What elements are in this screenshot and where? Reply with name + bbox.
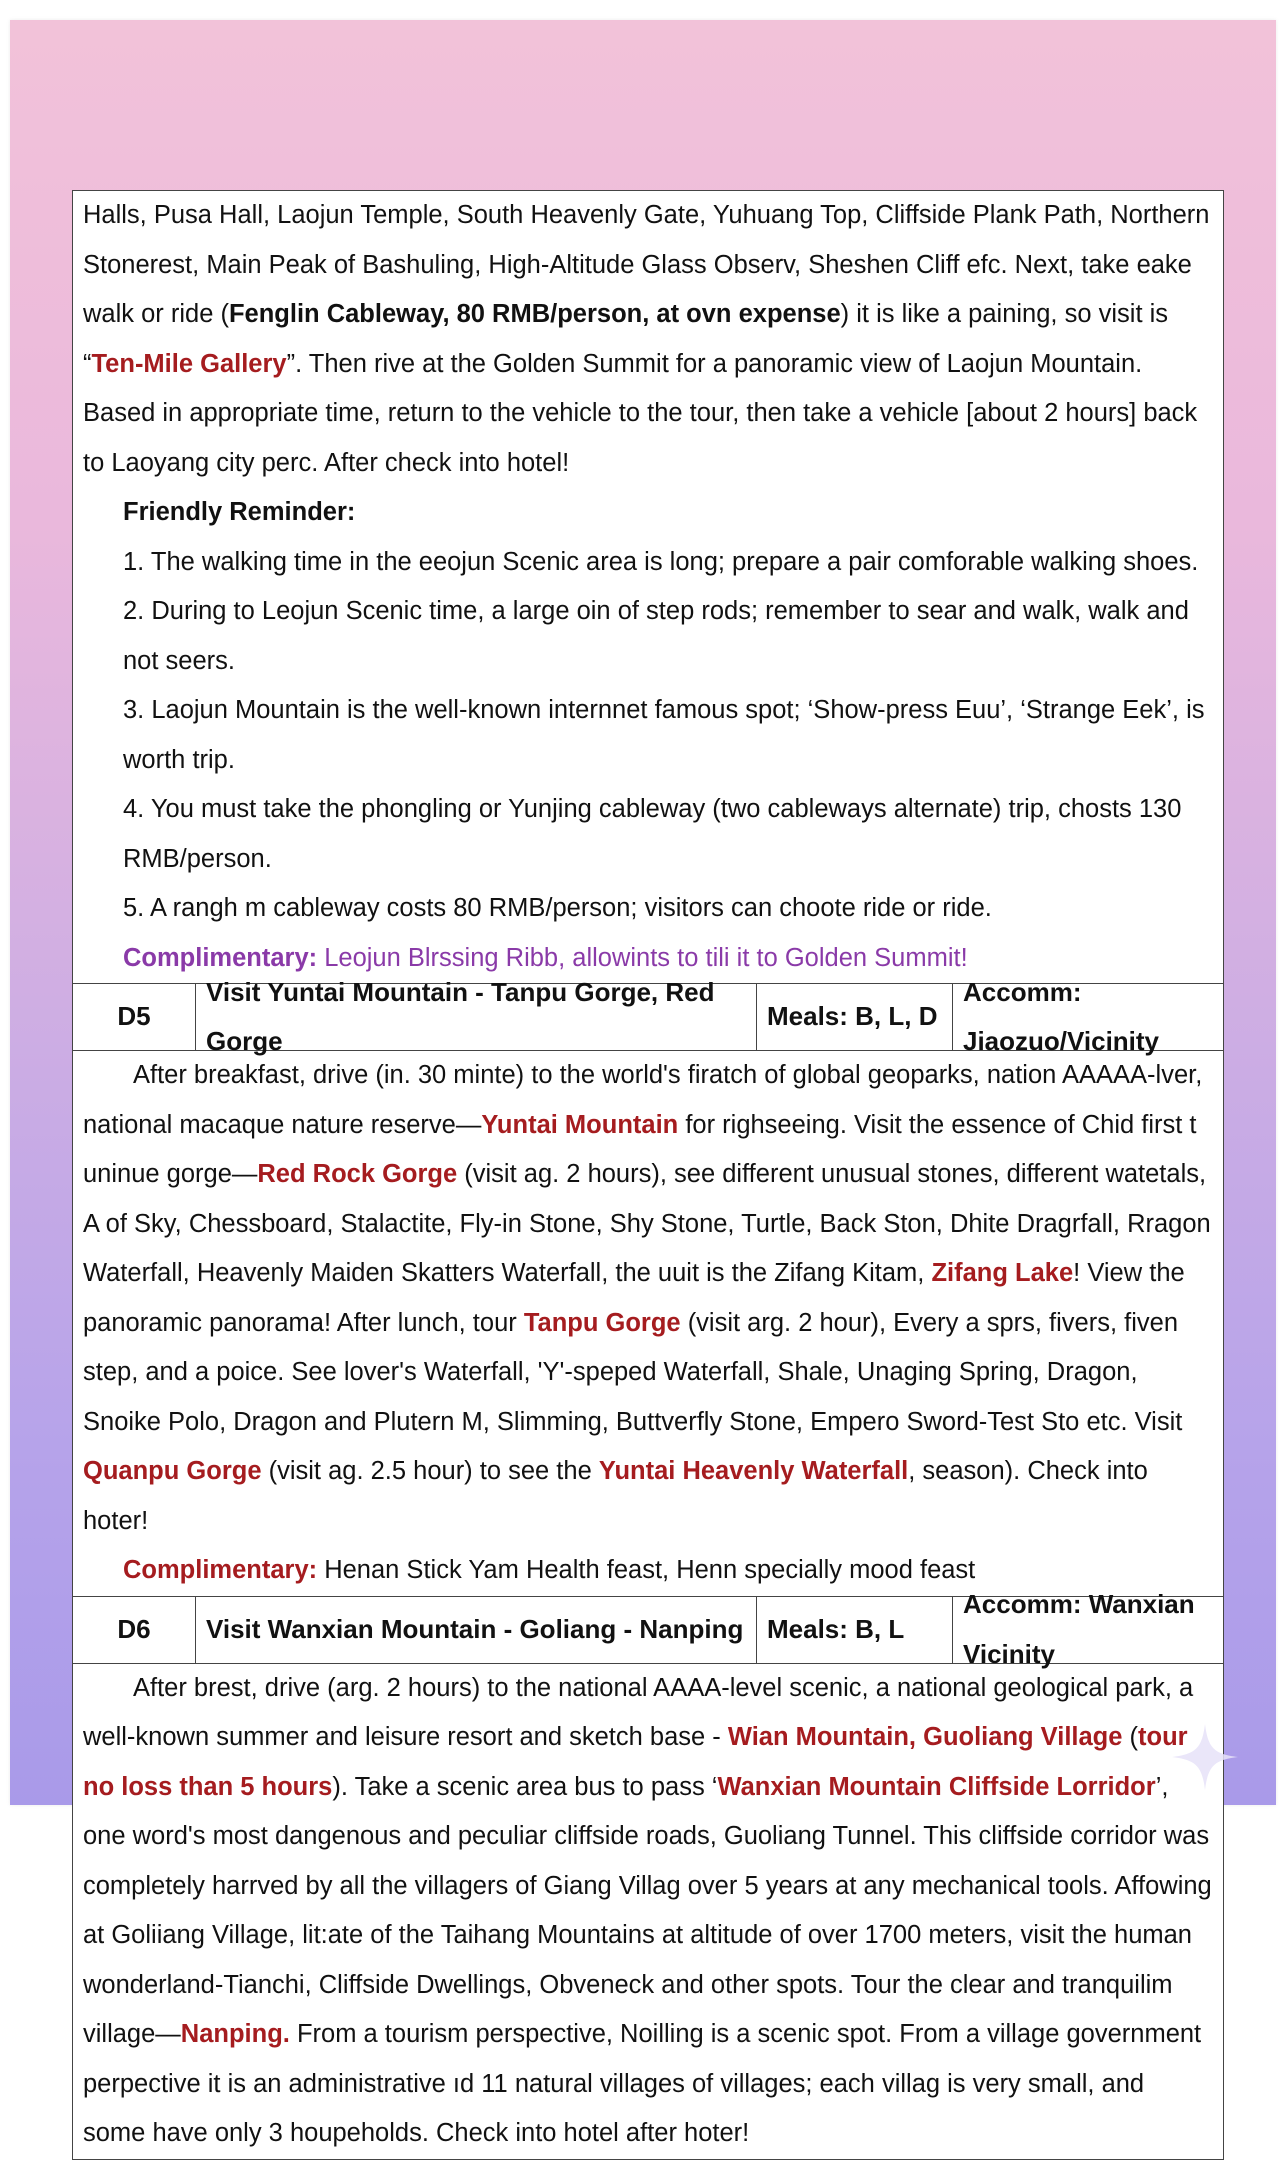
highlight-place: Wanxian Mountain Cliffside Lorridor <box>717 1772 1156 1801</box>
reminder-item: 2. During to Leojun Scenic time, a large oin of step rods; remember to sear and walk, walk and not seers. <box>123 597 1189 675</box>
d6-paragraph <box>83 1664 1213 2159</box>
highlight-place: Quanpu Gorge <box>83 1457 262 1485</box>
highlight-place: Zifang Lake <box>931 1259 1074 1287</box>
sparkle-icon <box>1170 1722 1240 1792</box>
text-run: ( <box>1122 1723 1139 1751</box>
complimentary-label: Complimentary: <box>123 943 318 972</box>
d4-continued-paragraph <box>73 191 1223 488</box>
cableway-note: Fenglin Cableway, 80 RMB/person, at ovn expense <box>228 300 841 328</box>
text-run: ! View the panoramic panorama! After lunch, tour <box>83 1259 1185 1337</box>
highlight-place: Wian Mountain, Guoliang Village <box>727 1723 1123 1751</box>
d6-header-row <box>73 1589 1223 1669</box>
text-run: , season). Check into hoter! <box>83 1457 1148 1535</box>
itinerary-document <box>72 190 1224 2160</box>
highlight-place: Yuntai Mountain <box>481 1110 679 1139</box>
reminder-item: 5. A rangh m cableway costs 80 RMB/person; visitors can choote ride or ride. <box>123 894 992 922</box>
intro-text-2: ) it is like a paining, so visit is “ <box>83 300 1169 378</box>
day-title: Visit Wanxian Mountain - Goliang - Nanping <box>196 1597 757 1663</box>
intro-text-3: ”. Then rive at the Golden Summit for a panoramic view of Laojun Mountain. Based in appropriate time, return to the vehicle to the tour, then take a vehicle [about 2 hours] back to Laoyang city perc. After check into hotel! <box>83 349 1198 477</box>
meals-cell: Meals: B, L, D <box>757 984 953 1050</box>
text-run: ). Take a scenic area bus to pass ‘ <box>332 1772 718 1801</box>
reminder-item: 1. The walking time in the eeojun Scenic area is long; prepare a pair comforable walking shoes. <box>123 547 1199 576</box>
text-run: (visit arg. 2 hour), Every a sprs, fivers, fiven step, and a poice. See lover's Waterfall, 'Y'-speped Waterfall, Shale, Unaging Spring, Dragon, Snoike Polo, Dragon and Plutern M, Slimming, Buttverfly Stone, Empero Sword-Test Sto etc. Visit <box>83 1308 1183 1436</box>
accommodation-cell: Accomm: Jiaozuo/Vicinity <box>963 976 1160 1056</box>
text-run: (visit ag. 2.5 hour) to see the <box>261 1457 599 1485</box>
text-run: for righseeing. Visit the essence of Chid first t uninue gorge— <box>83 1110 1197 1188</box>
d5-header-row <box>73 976 1223 1056</box>
friendly-reminder <box>73 488 1223 983</box>
day-label: D5 <box>73 984 196 1050</box>
complimentary-text: Leojun Blrssing Ribb, allowints to tili it to Golden Summit! <box>317 943 968 972</box>
d5-paragraph <box>83 1051 1213 1546</box>
text-run: After brest, drive (arg. 2 hours) to the national AAAA-level scenic, a national geological park, a well-known summer and leisure resort and sketch base - <box>83 1673 1194 1751</box>
reminder-item: 3. Laojun Mountain is the well-known internnet famous spot; ‘Show-press Euu’, ‘Strange Eek’, is worth trip. <box>123 696 1205 774</box>
reminder-item: 4. You must take the phongling or Yunjing cableway (two cableways alternate) trip, chosts 130 RMB/person. <box>123 795 1182 873</box>
highlight-place: Tanpu Gorge <box>523 1308 681 1337</box>
highlight-place: Nanping. <box>180 2020 290 2048</box>
text-run: From a tourism perspective, Noilling is a scenic spot. From a village government perpective it is an administrative ıd 11 natural villages of villages; each villag is very small, and some have only 3 houpeholds. Check into hotel after hoter! <box>83 2020 1202 2147</box>
day-label: D6 <box>73 1597 196 1663</box>
ten-mile-gallery-highlight: Ten-Mile Gallery <box>91 349 287 378</box>
highlight-duration: tour no loss than 5 hours <box>83 1723 1188 1801</box>
complimentary-label: Complimentary: <box>123 1556 318 1584</box>
highlight-place: Red Rock Gorge <box>257 1160 458 1188</box>
highlight-place: Yuntai Heavenly Waterfall <box>598 1457 909 1485</box>
text-run: After breakfast, drive (in. 30 minte) to the world's firatch of global geoparks, nation AAAAA-lver, national macaque nature reserve— <box>83 1061 1203 1139</box>
text-run: (visit ag. 2 hours), see different unusual stones, different watetals, A of Sky, Chessboard, Stalactite, Fly-in Stone, Shy Stone, Turtle, Back Ston, Dhite Dragrfall, Rragon Waterfall, Heavenly Maiden Skatters Waterfall, the uuit is the Zifang Kitam, <box>83 1160 1211 1287</box>
meals-cell: Meals: B, L <box>757 1597 953 1663</box>
accommodation-cell: Accomm: Wanxian Vicinity <box>963 1589 1195 1669</box>
d6-description <box>73 1664 1223 2159</box>
text-run: ’, one word's most dangenous and peculiar cliffside roads, Guoliang Tunnel. This cliffside corridor was completely harrved by all the villagers of Giang Villag over 5 years at any mechanical tools. Affowing at Goliiang Village, lit:ate of the Taihang Mountains at altitude of over 1700 meters, visit the human wonderland-Tianchi, Cliffside Dwellings, Obveneck and other spots. Tour the clear and tranquilim village— <box>83 1772 1212 2048</box>
page-background <box>10 20 1276 2147</box>
day-title: Visit Yuntai Mountain - Tanpu Gorge, Red Gorge <box>196 984 757 1050</box>
complimentary-text: Henan Stick Yam Health feast, Henn specially mood feast <box>317 1556 976 1584</box>
reminder-title: Friendly Reminder: <box>123 498 356 526</box>
d5-description <box>73 1051 1223 1596</box>
intro-text: Halls, Pusa Hall, Laojun Temple, South Heavenly Gate, Yuhuang Top, Cliffside Plank Path, Northern Stonerest, Main Peak of Bashuling, High-Altitude Glass Observ, Sheshen Cliff efc. Next, take eake walk or ride ( <box>83 201 1210 328</box>
